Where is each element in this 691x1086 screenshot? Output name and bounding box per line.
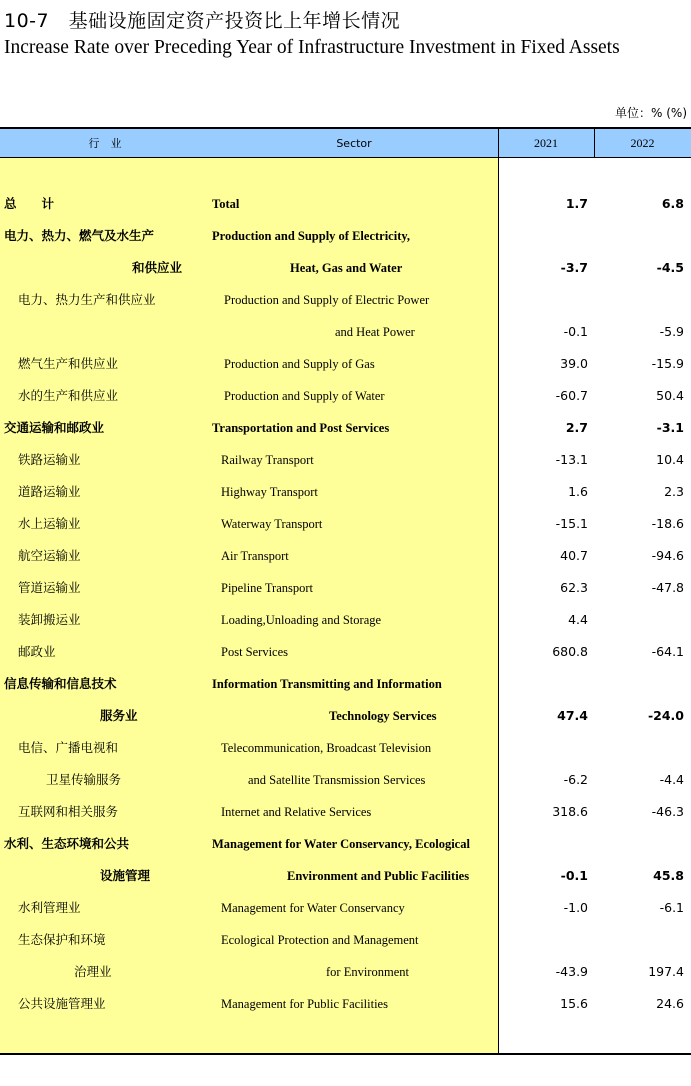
industry-name-cn: 电力、热力、燃气及水生产: [4, 228, 155, 243]
table-row: [0, 860, 691, 892]
table-row: [0, 604, 691, 636]
header-sector: Sector: [336, 137, 372, 150]
sector-name-en: Transportation and Post Services: [212, 421, 390, 435]
value-2021: -0.1: [560, 868, 588, 883]
value-2022: -94.6: [651, 548, 684, 563]
sector-name-en: and Heat Power: [335, 325, 415, 339]
industry-name-cn: 水上运输业: [18, 516, 81, 531]
value-2021: 39.0: [560, 356, 588, 371]
sector-name-en: Management for Water Conservancy: [221, 901, 405, 915]
value-2022: 50.4: [656, 388, 684, 403]
value-2022: 2.3: [664, 484, 684, 499]
table-row: [0, 572, 691, 604]
table-title-chinese: 10-7 基础设施固定资产投资比上年增长情况: [4, 10, 401, 32]
table-row: [0, 988, 691, 1020]
sector-name-en: Pipeline Transport: [221, 581, 314, 595]
industry-name-cn: 信息传输和信息技术: [4, 676, 117, 691]
value-2021: -43.9: [555, 964, 588, 979]
industry-name-cn: 生态保护和环境: [18, 932, 106, 947]
table-bottom-rule: [0, 1053, 691, 1055]
header-industry: 行 业: [88, 137, 122, 150]
industry-name-cn: 水的生产和供应业: [18, 388, 119, 403]
sector-name-en: Loading,Unloading and Storage: [221, 613, 382, 627]
sector-name-en: Post Services: [221, 645, 289, 659]
sector-name-en: Management for Water Conservancy, Ecological: [212, 837, 470, 851]
sector-name-en: Production and Supply of Water: [224, 389, 385, 403]
table-row: [0, 252, 691, 284]
table-row: [0, 220, 691, 252]
header-column-divider: [594, 127, 595, 158]
sector-name-en: Environment and Public Facilities: [287, 869, 470, 883]
industry-name-cn: 航空运输业: [18, 548, 81, 563]
header-bottom-rule: [0, 157, 691, 158]
industry-name-cn: 燃气生产和供应业: [18, 356, 119, 371]
industry-name-cn: 服务业: [100, 708, 138, 723]
value-2022: -18.6: [651, 516, 684, 531]
table-header: [0, 127, 691, 157]
value-2021: -13.1: [555, 452, 588, 467]
table-row: [0, 796, 691, 828]
value-2022: -24.0: [647, 708, 684, 723]
table-row: [0, 764, 691, 796]
value-2022: -4.4: [659, 772, 684, 787]
sector-name-en: Total: [212, 197, 240, 211]
value-2021: -15.1: [555, 516, 588, 531]
value-2022: -15.9: [651, 356, 684, 371]
industry-name-cn: 邮政业: [18, 644, 56, 659]
value-2021: 318.6: [552, 804, 588, 819]
value-2022: -3.1: [656, 420, 684, 435]
table-row: [0, 732, 691, 764]
industry-name-cn: 铁路运输业: [18, 452, 81, 467]
sector-name-en: Telecommunication, Broadcast Television: [221, 741, 432, 755]
value-2022: -64.1: [651, 644, 684, 659]
sector-name-en: Production and Supply of Electricity,: [212, 229, 411, 243]
value-2021: -60.7: [555, 388, 588, 403]
value-2022: -6.1: [659, 900, 684, 915]
sector-name-en: Internet and Relative Services: [221, 805, 372, 819]
table-row: [0, 540, 691, 572]
value-2021: 1.6: [568, 484, 588, 499]
sector-name-en: for Environment: [326, 965, 409, 979]
table-row: [0, 188, 691, 220]
value-2022: -4.5: [656, 260, 684, 275]
industry-name-cn: 互联网和相关服务: [18, 804, 119, 819]
industry-name-cn: 装卸搬运业: [18, 612, 81, 627]
industry-name-cn: 总 计: [4, 196, 55, 211]
sector-name-en: Information Transmitting and Information: [212, 677, 442, 691]
table-row: [0, 380, 691, 412]
table-row: [0, 956, 691, 988]
table-row: [0, 924, 691, 956]
value-2021: 47.4: [557, 708, 588, 723]
value-2022: 197.4: [648, 964, 684, 979]
industry-name-cn: 电信、广播电视和: [18, 740, 119, 755]
industry-name-cn: 道路运输业: [18, 484, 81, 499]
value-2021: -0.1: [563, 324, 588, 339]
sector-name-en: Air Transport: [221, 549, 289, 563]
industry-name-cn: 水利、生态环境和公共: [4, 836, 130, 851]
table-row: [0, 476, 691, 508]
table-row: [0, 316, 691, 348]
table-top-rule: [0, 127, 691, 129]
value-2021: 4.4: [568, 612, 588, 627]
table-row: [0, 348, 691, 380]
value-2021: 2.7: [565, 420, 588, 435]
industry-name-cn: 卫星传输服务: [46, 772, 122, 787]
sector-name-en: Railway Transport: [221, 453, 314, 467]
sector-name-en: Production and Supply of Gas: [224, 357, 375, 371]
value-2021: 62.3: [560, 580, 588, 595]
value-2021: 15.6: [560, 996, 588, 1011]
sector-name-en: Waterway Transport: [221, 517, 323, 531]
industry-name-cn: 交通运输和邮政业: [4, 420, 105, 435]
header-year-2022: 2022: [630, 136, 655, 150]
sector-name-en: Ecological Protection and Management: [221, 933, 419, 947]
value-2021: -1.0: [563, 900, 588, 915]
industry-name-cn: 公共设施管理业: [18, 996, 106, 1011]
industry-name-cn: 管道运输业: [18, 580, 81, 595]
sector-name-en: Technology Services: [329, 709, 437, 723]
table-row: [0, 508, 691, 540]
value-2021: 1.7: [565, 196, 588, 211]
value-2021: -3.7: [560, 260, 588, 275]
table-row: [0, 828, 691, 860]
header-year-2021: 2021: [534, 136, 558, 150]
sector-name-en: and Satellite Transmission Services: [248, 773, 426, 787]
value-2022: 10.4: [656, 452, 684, 467]
sector-name-en: Production and Supply of Electric Power: [224, 293, 430, 307]
value-2021: 40.7: [560, 548, 588, 563]
value-2022: 24.6: [656, 996, 684, 1011]
industry-name-cn: 设施管理: [100, 868, 151, 883]
data-table: [0, 127, 691, 1055]
value-2021: 680.8: [552, 644, 588, 659]
table-row: [0, 284, 691, 316]
table-row: [0, 892, 691, 924]
value-2021: -6.2: [563, 772, 588, 787]
industry-name-cn: 电力、热力生产和供应业: [18, 292, 156, 307]
table-row: [0, 636, 691, 668]
value-2022: 6.8: [661, 196, 684, 211]
unit-label: 单位：% (%): [615, 106, 687, 120]
table-row: [0, 444, 691, 476]
sector-name-en: Management for Public Facilities: [221, 997, 388, 1011]
table-row: [0, 700, 691, 732]
industry-name-cn: 和供应业: [132, 260, 183, 275]
sector-name-en: Heat, Gas and Water: [290, 261, 403, 275]
industry-name-cn: 水利管理业: [18, 900, 81, 915]
value-2022: -46.3: [651, 804, 684, 819]
sector-name-en: Highway Transport: [221, 485, 318, 499]
value-2022: -47.8: [651, 580, 684, 595]
table-row: [0, 668, 691, 700]
table-row: [0, 412, 691, 444]
industry-name-cn: 治理业: [74, 964, 112, 979]
value-2022: 45.8: [653, 868, 684, 883]
value-2022: -5.9: [659, 324, 684, 339]
table-title-english: Increase Rate over Preceding Year of Infrastructure Investment in Fixed Assets: [4, 37, 620, 58]
